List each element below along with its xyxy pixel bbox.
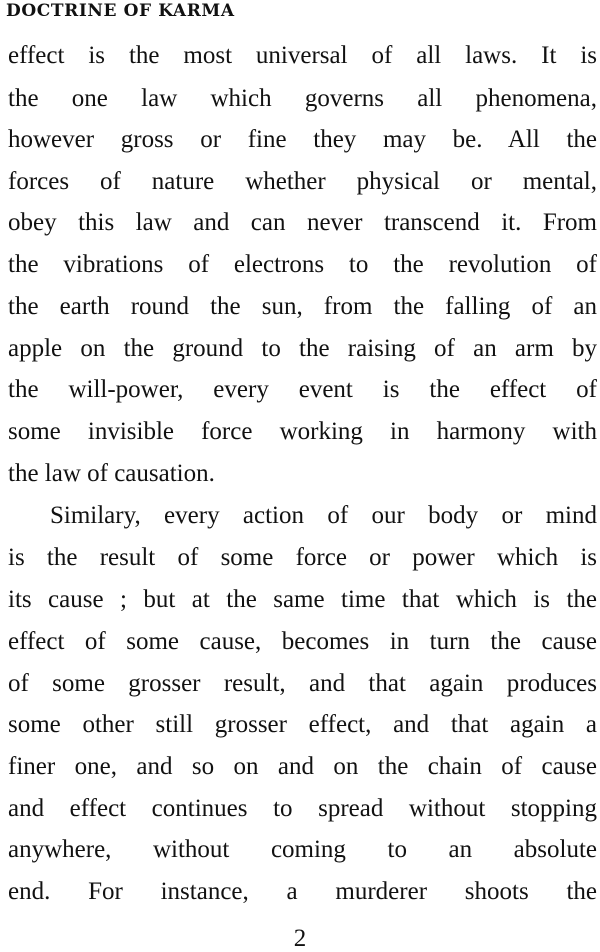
text-line: however gross or fine they may be. All the [8,126,597,153]
text-line: the earth round the sun, from the falling of an [8,293,597,320]
text-line: apple on the ground to the raising of an arm by [8,335,597,362]
text-line: and effect continues to spread without stopping [8,795,597,822]
text-line: is the result of some force or power which is [8,544,597,571]
text-line: the one law which governs all phenomena, [8,85,597,112]
text-line: finer one, and so on and on the chain of cause [8,753,597,780]
text-line: effect is the most universal of all laws. It is [8,42,597,69]
page-number: 2 [293,925,307,952]
text-line: some other still grosser effect, and that again a [8,711,597,738]
text-line: effect of some cause, becomes in turn the cause [8,628,597,655]
text-line: obey this law and can never transcend it. From [8,209,597,236]
text-line: the vibrations of electrons to the revolution of [8,251,597,278]
text-line: the law of causation. [8,460,215,487]
text-line: of some grosser result, and that again produces [8,670,597,697]
text-line: forces of nature whether physical or mental, [8,168,597,195]
text-line: anywhere, without coming to an absolute [8,836,597,863]
text-line: some invisible force working in harmony with [8,418,597,445]
text-line: its cause ; but at the same time that which is the [8,586,597,613]
running-head: DOCTRINE OF KARMA [6,1,235,21]
paragraph-first-line: Similary, every action of our body or mind [50,502,597,529]
text-line: the will-power, every event is the effect of [8,376,597,403]
text-line: end. For instance, a murderer shoots the [8,878,597,905]
